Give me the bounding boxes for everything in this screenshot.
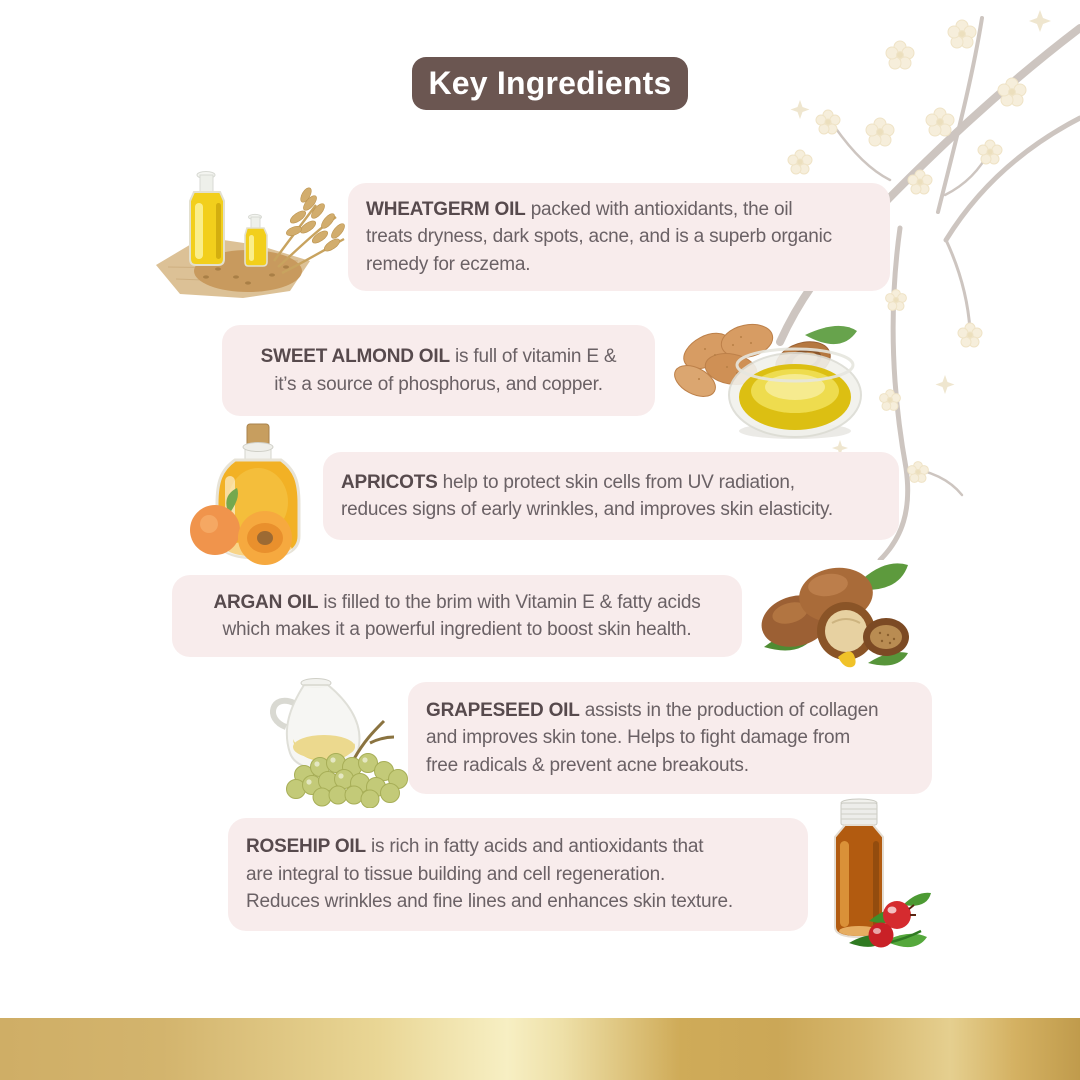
sweet-almond-oil-title: SWEET ALMOND OIL (260, 346, 450, 367)
rosehip-oil-text: ROSEHIP OIL is rich in fatty acids and antioxidants that are integral to tissue building and cell regeneration. Reduces wrinkles and fine lines and enhances skin texture. (246, 836, 733, 913)
apricots-text: APRICOTS help to protect skin cells from UV radiation, reduces signs of early wrinkles, and improves skin elasticity. (341, 471, 834, 520)
argan-oil-title: ARGAN OIL (213, 591, 319, 613)
rosehip-oil-card (228, 818, 808, 931)
sweet-almond-oil-text: SWEET ALMOND OIL is full of vitamin E & it’s a source of phosphorus, and copper. (260, 346, 617, 395)
apricots-title: APRICOTS (341, 471, 438, 493)
wheatgerm-oil-title: WHEATGERM OIL (366, 198, 526, 220)
grapeseed-oil-card (408, 682, 932, 794)
wheatgerm-oil-photo (148, 165, 348, 300)
rosehip-oil-title: ROSEHIP OIL (246, 836, 366, 858)
argan-nuts-photo (752, 543, 910, 671)
sweet-almond-oil-photo (655, 303, 875, 443)
apricot-oil-photo (183, 418, 335, 566)
argan-oil-text: ARGAN OIL is filled to the brim with Vitamin E & fatty acids which makes it a powerful ingredient to boost skin health. (213, 591, 701, 640)
wheatgerm-oil-card (348, 183, 890, 291)
gold-gradient-bar (0, 1018, 1080, 1080)
wheatgerm-oil-text: WHEATGERM OIL packed with antioxidants, the oil treats dryness, dark spots, acne, and is a superb organic remedy for eczema. (366, 198, 832, 275)
rosehip-oil-photo (785, 793, 933, 953)
grapeseed-oil-title: GRAPESEED OIL (426, 699, 580, 721)
argan-oil-card (172, 575, 742, 657)
grapeseed-oil-photo (232, 663, 410, 808)
grapeseed-oil-text: GRAPESEED OIL assists in the production of collagen and improves skin tone. Helps to fight damage from free radicals & prevent acne breakouts. (426, 699, 879, 776)
sweet-almond-oil-card (222, 325, 655, 416)
apricots-card (323, 452, 899, 540)
key-ingredients-badge (412, 57, 688, 110)
badge-title: Key Ingredients (428, 65, 672, 101)
